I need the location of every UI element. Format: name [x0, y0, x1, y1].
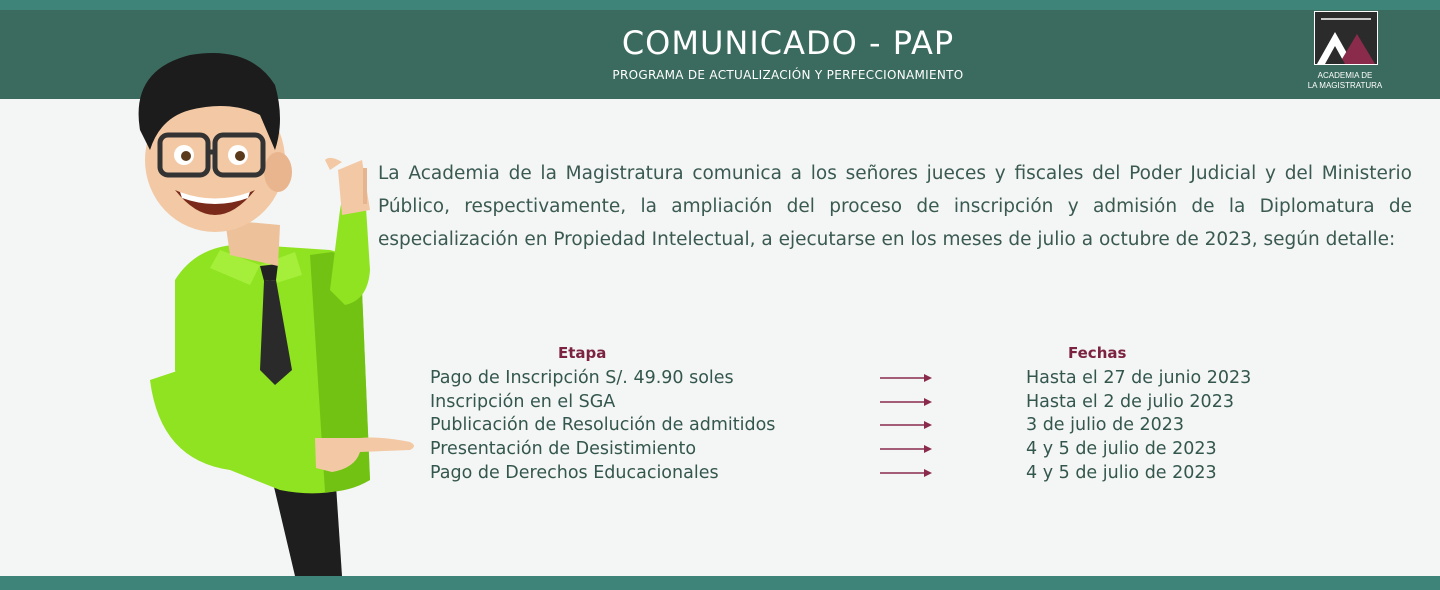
arrow-right-icon [880, 420, 932, 430]
schedule-row [0, 415, 1440, 439]
top-strip [0, 0, 1440, 10]
etapa-cell: Inscripción en el SGA [430, 392, 616, 412]
schedule-row [0, 392, 1440, 416]
logo-line-1: ACADEMIA DE [1317, 71, 1373, 80]
etapa-cell: Pago de Inscripción S/. 49.90 soles [430, 368, 734, 388]
schedule-row [0, 368, 1440, 392]
fecha-cell: Hasta el 27 de junio 2023 [1026, 368, 1252, 388]
arrow-right-icon [880, 373, 932, 383]
fecha-cell: 4 y 5 de julio de 2023 [1026, 439, 1217, 459]
arrow-right-icon [880, 468, 932, 478]
fecha-cell: 3 de julio de 2023 [1026, 415, 1185, 435]
logo-triangles-icon [1314, 11, 1378, 65]
page-title: COMUNICADO - PAP [621, 24, 955, 62]
fechas-header: Fechas [1068, 344, 1127, 362]
schedule-row [0, 463, 1440, 487]
fecha-cell: Hasta el 2 de julio 2023 [1026, 392, 1234, 412]
etapa-header: Etapa [558, 344, 607, 362]
fecha-cell: 4 y 5 de julio de 2023 [1026, 463, 1217, 483]
schedule-row [0, 439, 1440, 463]
logo-line-2: LA MAGISTRATURA [1307, 81, 1383, 90]
arrow-right-icon [880, 397, 932, 407]
academia-logo [1290, 10, 1400, 99]
arrow-right-icon [880, 444, 932, 454]
etapa-cell: Presentación de Desistimiento [430, 439, 697, 459]
announcement-paragraph: La Academia de la Magistratura comunica a los señores jueces y fiscales del Poder Judicial y del Ministerio Público, respectivamente, la ampliación del proceso de inscripción y admisión de la Diplomatura de especialización en Propiedad Intelectual, a ejecutarse en los meses de julio a octubre de 2023, según detalle: [378, 163, 1412, 250]
etapa-cell: Publicación de Resolución de admitidos [430, 415, 776, 435]
cartoon-man-illustration [80, 40, 440, 576]
page-subtitle: PROGRAMA DE ACTUALIZACIÓN Y PERFECCIONAMIENTO [612, 68, 964, 82]
etapa-cell: Pago de Derechos Educacionales [430, 463, 719, 483]
bottom-strip [0, 576, 1440, 590]
logo-text [1290, 71, 1400, 91]
